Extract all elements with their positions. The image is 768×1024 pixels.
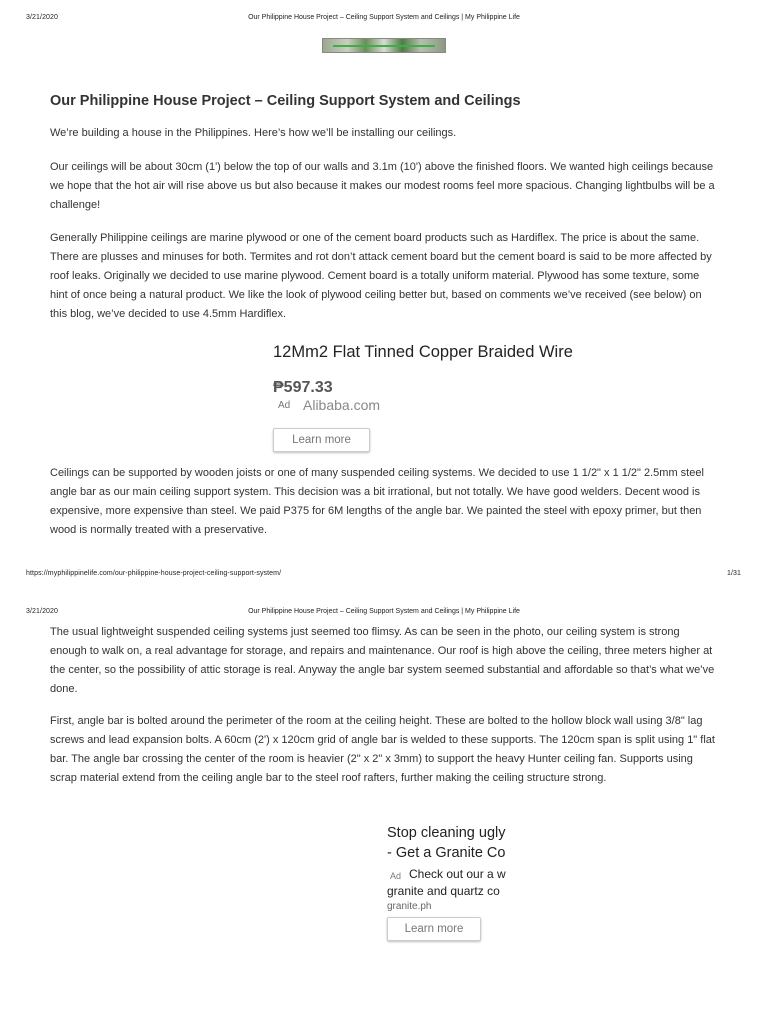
banner-image [322,38,446,53]
paragraph: Ceilings can be supported by wooden joists or one of many suspended ceiling systems. We decided to use 1 1/2" x 1 1/2" 2.5mm steel angle bar as our main ceiling support system. This decision was a bit irrational, but not totally. We have good welders. Decent wood is expensive, more expensive than steel. We paid P375 for 6M lengths of the angle bar. We painted the steel with epoxy primer, but then wood is normally treated with a preservative. [50,467,704,536]
ad-title[interactable]: 12Mm2 Flat Tinned Copper Braided Wire [273,343,573,361]
print-date: 3/21/2020 [26,608,59,615]
paragraph: The usual lightweight suspended ceiling systems just seemed too flimsy. As can be seen in the photo, our ceiling system is strong enough to walk on, a real advantage for storage, and repairs and maintenance. Our roof is high above the ceiling, three meters higher at the center, so the possibility of attic storage is real. Anyway the angle bar system seemed substantial and affordable so that’s what we’ve done. [50,626,715,695]
learn-more-button[interactable]: Learn more [387,917,481,941]
paragraph: Generally Philippine ceilings are marine plywood or one of the cement board products such as Hardiflex. The price is about the same. There are plusses and minuses for both. Termites and rot don’t attack cement board but the cement board is said to be more affected by roof leaks. Originally we decided to use marine plywood. Cement board is a totally uniform material. Plywood has some texture, some hint of once being a natural product. We like the look of plywood ceiling better but, based on comments we’ve received (see below) on this blog, we’ve decided to use 4.5mm Hardiflex. [50,232,712,320]
ad-price: ₱597.33 [273,379,333,396]
paragraph: Our ceilings will be about 30cm (1') below the top of our walls and 3.1m (10') above the finished floors. We wanted high ceilings because we hope that the hot air will rise above us but also because it makes our modest rooms feel more spacious. Changing lightbulbs will be a challenge! [50,161,715,211]
page-number: 1/31 [727,570,742,577]
ad-label: Ad [278,400,291,411]
ad-headline[interactable]: - Get a Granite Co [387,845,506,861]
paragraph: First, angle bar is bolted around the perimeter of the room at the ceiling height. These are bolted to the hollow block wall using 3/8" lag screws and lead expansion bolts. A 60cm (2') x 120cm grid of angle bar is welded to these supports. The 120cm span is split using 1" flat bar. The angle bar crossing the center of the room is heavier (2" x 2" x 3mm) to support the heavy Hunter ceiling fan. Supports using scrap material extend from the ceiling angle bar to the steel roof rafters, further making the ceiling structure strong. [50,715,715,784]
advertisement[interactable] [273,343,573,463]
ad-description: granite and quartz co [387,884,500,898]
article-title: Our Philippine House Project – Ceiling Support System and Ceilings [50,93,521,109]
print-title: Our Philippine House Project – Ceiling Support System and Ceilings | My Philippine Life [248,608,520,615]
page-url: https://myphilippinelife.com/our-philippine-house-project-ceiling-support-system/ [26,570,282,577]
print-date: 3/21/2020 [26,14,59,21]
print-title: Our Philippine House Project – Ceiling Support System and Ceilings | My Philippine Life [248,14,520,21]
ad-headline[interactable]: Stop cleaning ugly [387,825,506,841]
ad-domain: granite.ph [387,901,432,912]
advertisement[interactable] [387,825,587,945]
ad-description: Check out our a w [409,867,506,881]
ad-label: Ad [390,871,402,881]
ad-source: Alibaba.com [303,397,381,413]
paragraph: We’re building a house in the Philippines. Here’s how we’ll be installing our ceilings. [50,127,457,139]
learn-more-button[interactable]: Learn more [273,428,370,452]
